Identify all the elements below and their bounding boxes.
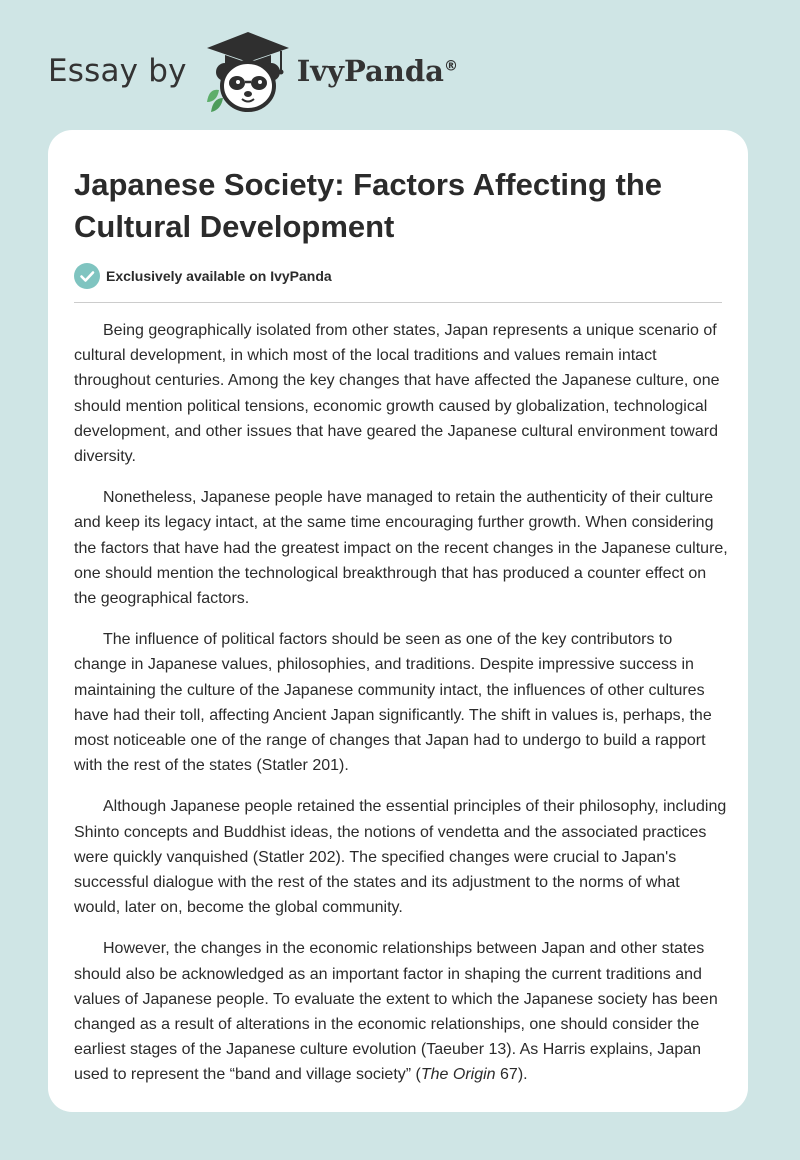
essay-body (74, 318, 728, 1104)
paragraph: Being geographically isolated from other states, Japan represents a unique scenario of cultural development, in which most of the local traditions and values remain intact throughout centuries. Among the key changes that have affected the Japanese culture, one should mention political tensions, economic growth caused by globalization, technological development, and other issues that have geared the Japanese cultural environment toward diversity. (74, 322, 720, 466)
paragraph-text: However, the changes in the economic relationships between Japan and other states should also be acknowledged as an important factor in shaping the current traditions and values of Japanese people. To evaluate the extent to which the Japanese society has been changed as a result of alterations in the economic relationships, one should consider the earliest stages of the Japanese culture evolution (Taeuber 13). As Harris explains, Japan used to represent the “band and village society” ( (74, 940, 718, 1084)
exclusive-badge (74, 263, 332, 289)
exclusive-badge-label: Exclusively available on IvyPanda (106, 268, 332, 284)
citation-tail: 67). (495, 1066, 528, 1084)
check-circle-icon (74, 263, 100, 289)
citation-title: The Origin (420, 1066, 496, 1084)
paragraph: The influence of political factors should be seen as one of the key contributors to change in Japanese values, philosophies, and traditions. Despite impressive success in maintaining the culture of the Japanese community intact, the influences of other cultures have had their toll, affecting Ancient Japan significantly. The shift in values is, perhaps, the most noticeable one of the range of changes that Japan had to undergo to build a rapport with the rest of the states (Statler 201). (74, 631, 712, 775)
site-header (48, 28, 458, 114)
essay-title: Japanese Society: Factors Affecting the Cultural Development (74, 167, 663, 244)
paragraph (74, 936, 728, 1087)
brand-name[interactable]: IvyPanda® (296, 54, 458, 88)
divider (74, 302, 722, 303)
paragraph: Nonetheless, Japanese people have managed to retain the authenticity of their culture and keep its legacy intact, at the same time encouraging further growth. When considering the factors that have had the greatest impact on the recent changes in the Japanese culture, one should mention the technological breakthrough that has produced a counter effect on the geographical factors. (74, 489, 728, 608)
essay-card (48, 130, 748, 1112)
brand-prefix: Essay by (48, 53, 187, 89)
panda-logo-icon[interactable] (201, 28, 295, 114)
paragraph: Although Japanese people retained the essential principles of their philosophy, including Shinto concepts and Buddhist ideas, the notions of vendetta and the associated practices were quickly vanquished (Statler 202). The specified changes were crucial to Japan's successful dialogue with the rest of the states and its adjustment to the norms of what would, later on, become the global community. (74, 798, 727, 917)
